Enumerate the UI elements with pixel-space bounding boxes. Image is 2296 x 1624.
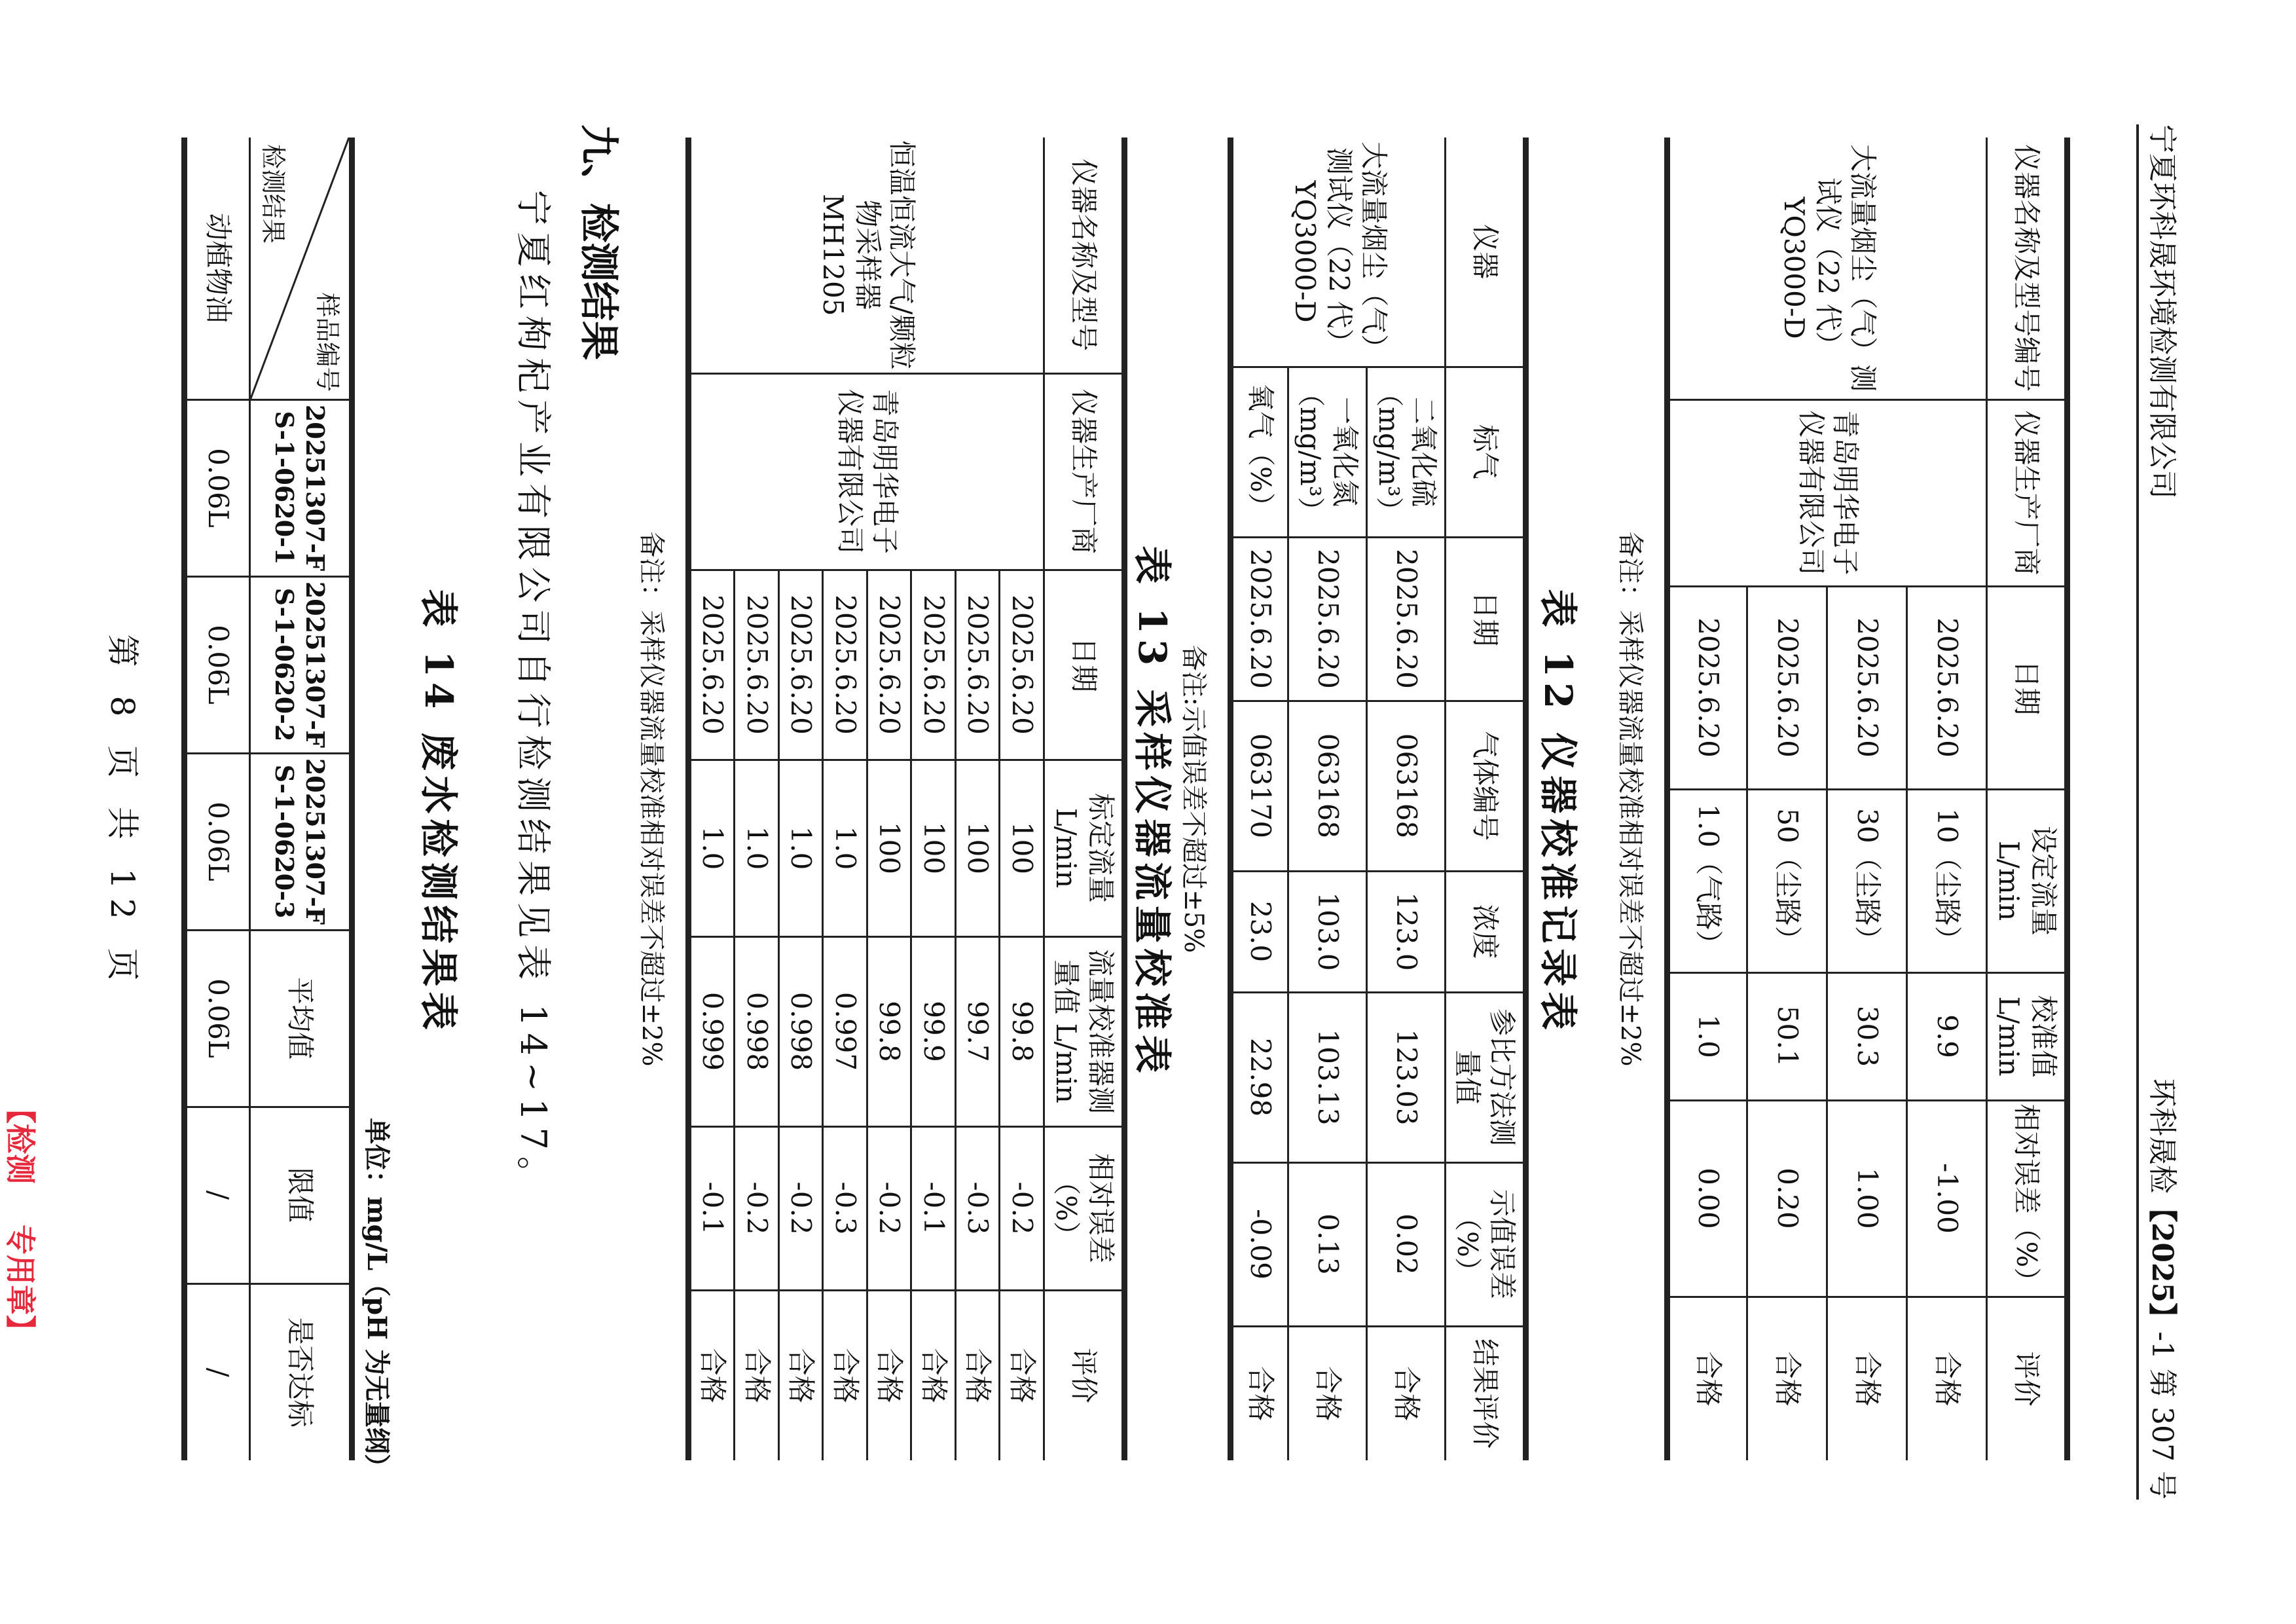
table-row: 2025.6.20 1.0 0.999 -0.1 合格 xyxy=(689,138,735,1460)
unit-label: 单位：mg/L（pH 为无量纲） xyxy=(361,1118,392,1480)
table-header-row: 仪器 标气 日期 气体编号 浓度 参比方法测量值 示值误差（%） 结果评价 xyxy=(1446,138,1526,1460)
table-row: 2025.6.20 30（尘路） 30.3 1.00 合格 xyxy=(1827,138,1907,1460)
table-note: 备注：采样仪器流量校准相对误差不超过±2% xyxy=(636,531,666,1067)
table-row: 一氧化氮（mg/m³） 2025.6.20 063168 103.0 103.13 0.13 合格 xyxy=(1288,138,1367,1460)
instrument-cell: 大流量烟尘（气）测试仪（22 代）YQ3000-D xyxy=(1231,138,1446,367)
table-note: 备注:示值误差不超过±5% xyxy=(1178,644,1209,953)
table-title: 表 13 采样仪器流量校准表 xyxy=(1130,545,1175,1079)
col-header: 校准值 L/min xyxy=(1987,972,2068,1100)
diagonal-header: 样品编号 检测结果 xyxy=(250,138,352,399)
wastewater-results-table xyxy=(181,138,355,1460)
table-header-row: 样品编号 检测结果 20251307-FS-1-0620-1 20251307-FS-1-0620-2 20251307-FS-1-0620-3 平均值 限值 是否达标 xyxy=(250,138,352,1460)
seal-stamp-fragment: 专用章】 xyxy=(3,1225,38,1345)
sampler-flow-calibration-table xyxy=(685,138,1127,1460)
table-row: 氧气（%） 2025.6.20 063170 23.0 22.98 -0.09 合格 xyxy=(1231,138,1288,1460)
col-header: 设定流量 L/min xyxy=(1987,789,2068,972)
table-row: 2025.6.20 1.0 0.997 -0.3 合格 xyxy=(823,138,867,1460)
manufacturer-cell: 青岛明华电子仪器有限公司 xyxy=(689,373,1044,570)
table-row: 大流量烟尘（气）测试仪（22 代）YQ3000-D 二氧化硫（mg/m³） 2025.6.20 063168 123.0 123.03 0.02 合格 xyxy=(1367,138,1446,1460)
section-heading: 九、检测结果 xyxy=(575,124,621,360)
instrument-cell: 大流量烟尘（气）测试仪（22 代）YQ3000-D xyxy=(1667,138,1987,399)
table-row: 动植物油 0.06L 0.06L 0.06L 0.06L / / xyxy=(185,138,250,1460)
table-row: 2025.6.20 1.0 0.998 -0.2 合格 xyxy=(735,138,779,1460)
table-row: 大流量烟尘（气）测试仪（22 代）YQ3000-D 青岛明华电子仪器有限公司 2025.6.20 10（尘路） 9.9 -1.00 合格 xyxy=(1907,138,1987,1460)
table-11 xyxy=(1614,138,2070,1460)
col-header: 仪器生产厂商 xyxy=(1987,399,2068,586)
section-paragraph: 宁夏红枸杞产业有限公司自行检测结果见表 14~17。 xyxy=(513,190,554,1198)
instrument-calibration-table xyxy=(1228,138,1529,1460)
table-row: 2025.6.20 50（尘路） 50.1 0.20 合格 xyxy=(1747,138,1827,1460)
table-12 xyxy=(1177,138,1529,1460)
table-note: 备注：采样仪器流量校准相对误差不超过±2% xyxy=(1615,531,1645,1067)
page-header xyxy=(2136,124,2191,1500)
sample-id-header: 20251307-FS-1-0620-2 xyxy=(250,576,352,753)
col-header: 相对误差（%） xyxy=(1987,1100,2068,1297)
report-number: 环科晟检【2025】-1 第 307 号 xyxy=(2145,1078,2179,1500)
table-row: 2025.6.20 100 99.8 -0.2 合格 xyxy=(867,138,912,1460)
table-row: 2025.6.20 100 99.9 -0.1 合格 xyxy=(911,138,956,1460)
table-14 xyxy=(181,138,355,1460)
col-header: 评价 xyxy=(1987,1297,2068,1460)
table-row: 恒温恒流大气/颗粒物采样器 MH1205 青岛明华电子仪器有限公司 2025.6.20 100 99.8 -0.2 合格 xyxy=(1000,138,1044,1460)
table-title: 表 14 废水检测结果表 xyxy=(416,589,461,1035)
table-13 xyxy=(635,138,1127,1460)
seal-stamp-fragment: 【检测 xyxy=(3,1094,38,1184)
sample-id-header: 20251307-FS-1-0620-3 xyxy=(250,753,352,930)
table-header-row xyxy=(1987,138,2068,1460)
instrument-cell: 恒温恒流大气/颗粒物采样器 MH1205 xyxy=(689,138,1044,373)
table-row: 2025.6.20 1.0（气路） 1.0 0.00 合格 xyxy=(1667,138,1747,1460)
sample-id-header: 20251307-FS-1-0620-1 xyxy=(250,399,352,576)
col-header: 仪器名称及型号编号 xyxy=(1987,138,2068,399)
col-header: 日期 xyxy=(1987,586,2068,789)
page-footer: 第 8 页 共 12 页 xyxy=(103,634,141,990)
manufacturer-cell: 青岛明华电子仪器有限公司 xyxy=(1667,399,1987,586)
company-name: 宁夏环科晟环境检测有限公司 xyxy=(2145,124,2179,499)
table-header-row: 仪器名称及型号 仪器生产厂商 日期 标定流量 L/min 流量校准器测量值 L/min 相对误差（%） 评价 xyxy=(1044,138,1125,1460)
flow-calibration-table xyxy=(1664,138,2070,1460)
table-row: 2025.6.20 1.0 0.998 -0.2 合格 xyxy=(779,138,824,1460)
table-row: 2025.6.20 100 99.7 -0.3 合格 xyxy=(956,138,1000,1460)
table-title: 表 12 仪器校准记录表 xyxy=(1536,589,1580,1035)
